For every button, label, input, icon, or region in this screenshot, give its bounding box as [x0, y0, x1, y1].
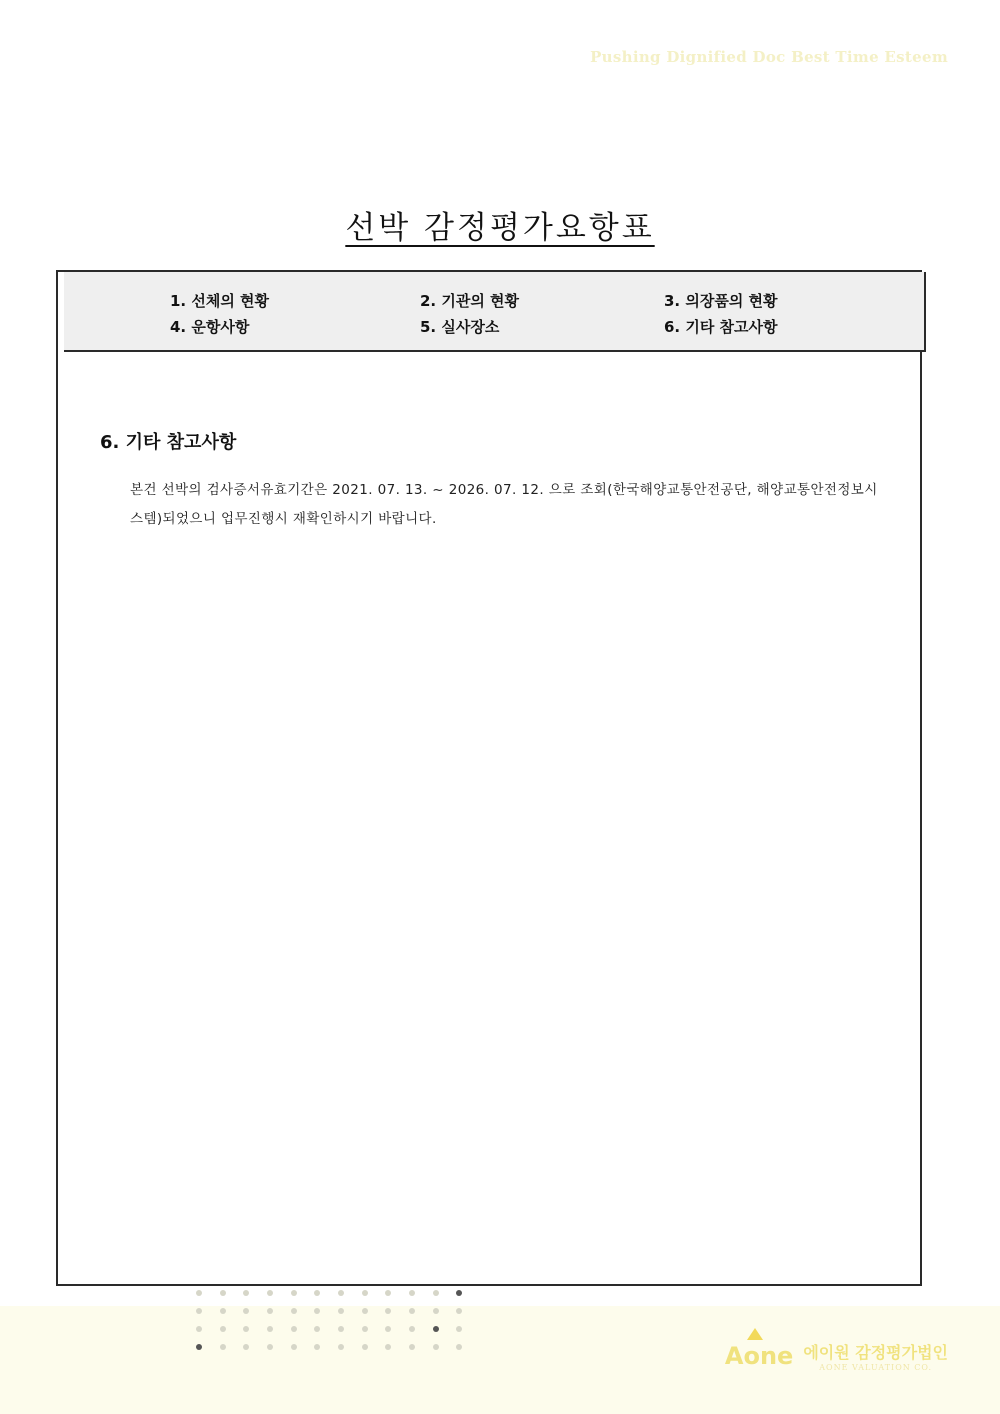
dot-matrix-stamp — [196, 1290, 476, 1358]
toc-item-operation: 4. 운항사항 — [170, 318, 250, 336]
logo-company-name: 에이원 감정평가법인 — [803, 1343, 948, 1362]
section-body: 본건 선박의 검사증서유효기간은 2021. 07. 13. ~ 2026. 07. 12. 으로 조회(한국해양교통안전공단, 해양교통안전정보시스템)되었으니 업무진행시 재확인하시기 바랍니다. — [130, 482, 878, 527]
toc-item-equipment: 3. 의장품의 현황 — [664, 292, 778, 310]
header-watermark: Pushing Dignified Doc Best Time Esteem — [590, 48, 948, 66]
toc-item-engine: 2. 기관의 현황 — [420, 292, 520, 310]
company-logo — [725, 1340, 948, 1372]
section-heading: 6. 기타 참고사항 — [100, 432, 237, 453]
page-title: 선박 감정평가요항표 — [345, 210, 655, 246]
logo-mark-icon: Aone — [724, 1342, 794, 1370]
toc-item-hull: 1. 선체의 현황 — [170, 292, 270, 310]
toc-item-inspection-site: 5. 실사장소 — [420, 318, 500, 336]
toc-box — [64, 272, 926, 352]
content-frame — [56, 270, 922, 1286]
toc-item-other-notes: 6. 기타 참고사항 — [664, 318, 778, 336]
logo-company-sub: AONE VALUATION CO. — [819, 1363, 933, 1372]
